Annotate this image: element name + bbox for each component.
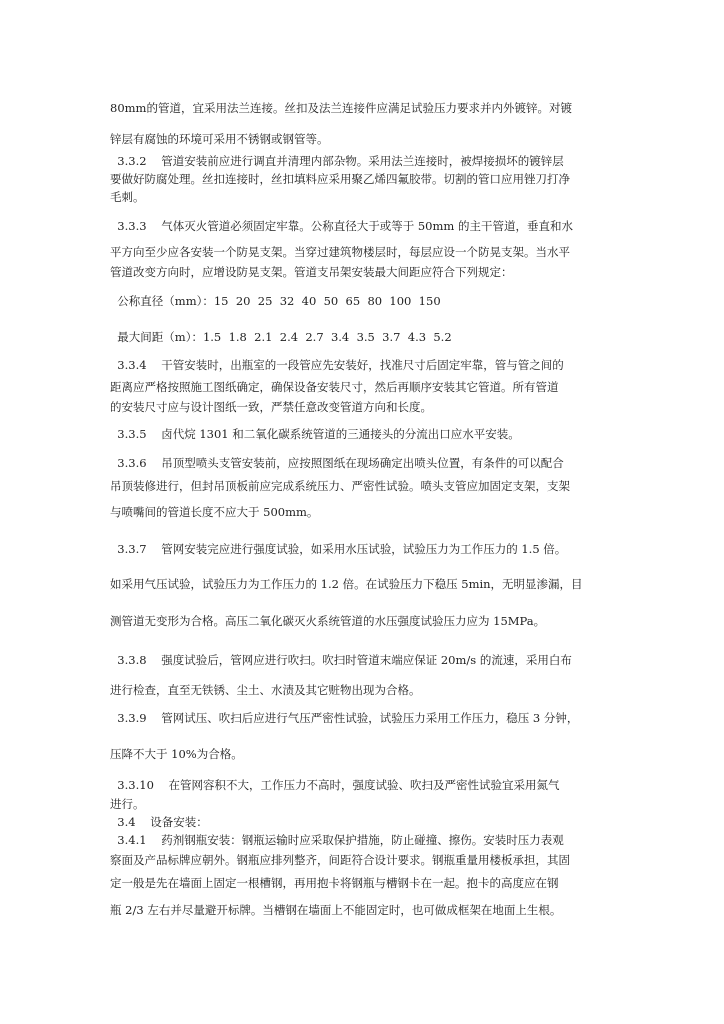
text-line: 定一般是先在墙面上固定一根槽钢，再用抱卡将钢瓶与槽钢卡在一起。抱卡的高度应在钢 (110, 876, 559, 890)
text-line: 3.4.1 药剂钢瓶安装：钢瓶运输时应采取保护措施，防止碰撞、擦伤。安装时压力表观 (110, 833, 564, 847)
text-line: 管道改变方向时，应增设防晃支架。管道支吊架安装最大间距应符合下列规定： (110, 265, 513, 279)
text-line: 察面及产品标牌应朝外。钢瓶应排列整齐，间距符合设计要求。钢瓶重量用楼板承担，其固 (110, 853, 570, 867)
text-line: 3.3.7 管网安装完应进行强度试验，如采用水压试验，试验压力为工作压力的 1.5 倍。 (110, 542, 567, 556)
text-line: 与喷嘴间的管道长度不应大于 500mm。 (110, 505, 319, 519)
text-line: 3.3.4 干管安装时，出瓶室的一段管应先安装好，找准尺寸后固定牢靠，管与管之间的 (110, 358, 564, 372)
text-line: 3.3.8 强度试验后，管网应进行吹扫。吹扫时管道末端应保证 20m/s 的流速，采用白布 (110, 653, 572, 667)
text-line: 公称直径（mm）：15 20 25 32 40 50 65 80 100 150 (110, 294, 441, 308)
text-line: 要做好防腐处理。丝扣连接时，丝扣填料应采用聚乙烯四氟胶带。切割的管口应用锉刀打净 (110, 172, 570, 186)
text-line: 3.3.2 管道安装前应进行调直并清理内部杂物。采用法兰连接时，被焊接损坏的镀锌层 (110, 154, 564, 168)
text-line: 3.3.6 吊顶型喷头支管安装前，应按照图纸在现场确定出喷头位置，有条件的可以配合 (110, 456, 564, 470)
text-line: 测管道无变形为合格。高压二氧化碳灭火系统管道的水压强度试验压力应为 15MPa。 (110, 614, 546, 628)
text-line: 3.4 设备安装： (110, 815, 208, 829)
text-line: 最大间距（m）：1.5 1.8 2.1 2.4 2.7 3.4 3.5 3.7 4.3 5.2 (110, 330, 452, 344)
text-line: 80mm的管道，宜采用法兰连接。丝扣及法兰连接件应满足试验压力要求并内外镀锌。对镀 (110, 101, 572, 115)
text-line: 进行。 (110, 797, 145, 811)
text-line: 毛刺。 (110, 190, 145, 204)
text-line: 3.3.9 管网试压、吹扫后应进行气压严密性试验，试验压力采用工作压力，稳压 3 分钟， (110, 711, 579, 725)
text-line: 瓶 2/3 左右并尽量避开标牌。当槽钢在墙面上不能固定时，也可做成框架在地面上生根。 (110, 903, 562, 917)
text-line: 3.3.10 在管网容积不大，工作压力不高时，强度试验、吹扫及严密性试验宜采用氮气 (110, 778, 560, 792)
text-line: 吊顶装修进行，但封吊顶板前应完成系统压力、严密性试验。喷头支管应加固定支架，支架 (110, 479, 570, 493)
text-line: 3.3.5 卤代烷 1301 和二氧化碳系统管道的三通接头的分流出口应水平安装。 (110, 427, 520, 441)
text-line: 3.3.3 气体灭火管道必须固定牢靠。公称直径大于或等于 50mm 的主干管道，垂直和水 (110, 219, 573, 233)
text-line: 平方向至少应各安装一个防晃支架。当穿过建筑物楼层时，每层应设一个防晃支架。当水平 (110, 245, 570, 259)
text-line: 如采用气压试验，试验压力为工作压力的 1.2 倍。在试验压力下稳压 5min，无明显渗漏，目 (110, 577, 583, 591)
text-line: 压降不大于 10%为合格。 (110, 747, 243, 761)
text-line: 进行检查，直至无铁锈、尘土、水渍及其它赃物出现为合格。 (110, 683, 421, 697)
text-line: 锌层有腐蚀的环境可采用不锈钢或钢管等。 (110, 132, 329, 146)
text-line: 的安装尺寸应与设计图纸一致，严禁任意改变管道方向和长度。 (110, 400, 432, 414)
text-line: 距离应严格按照施工图纸确定，确保设备安装尺寸，然后再顺序安装其它管道。所有管道 (110, 380, 559, 394)
